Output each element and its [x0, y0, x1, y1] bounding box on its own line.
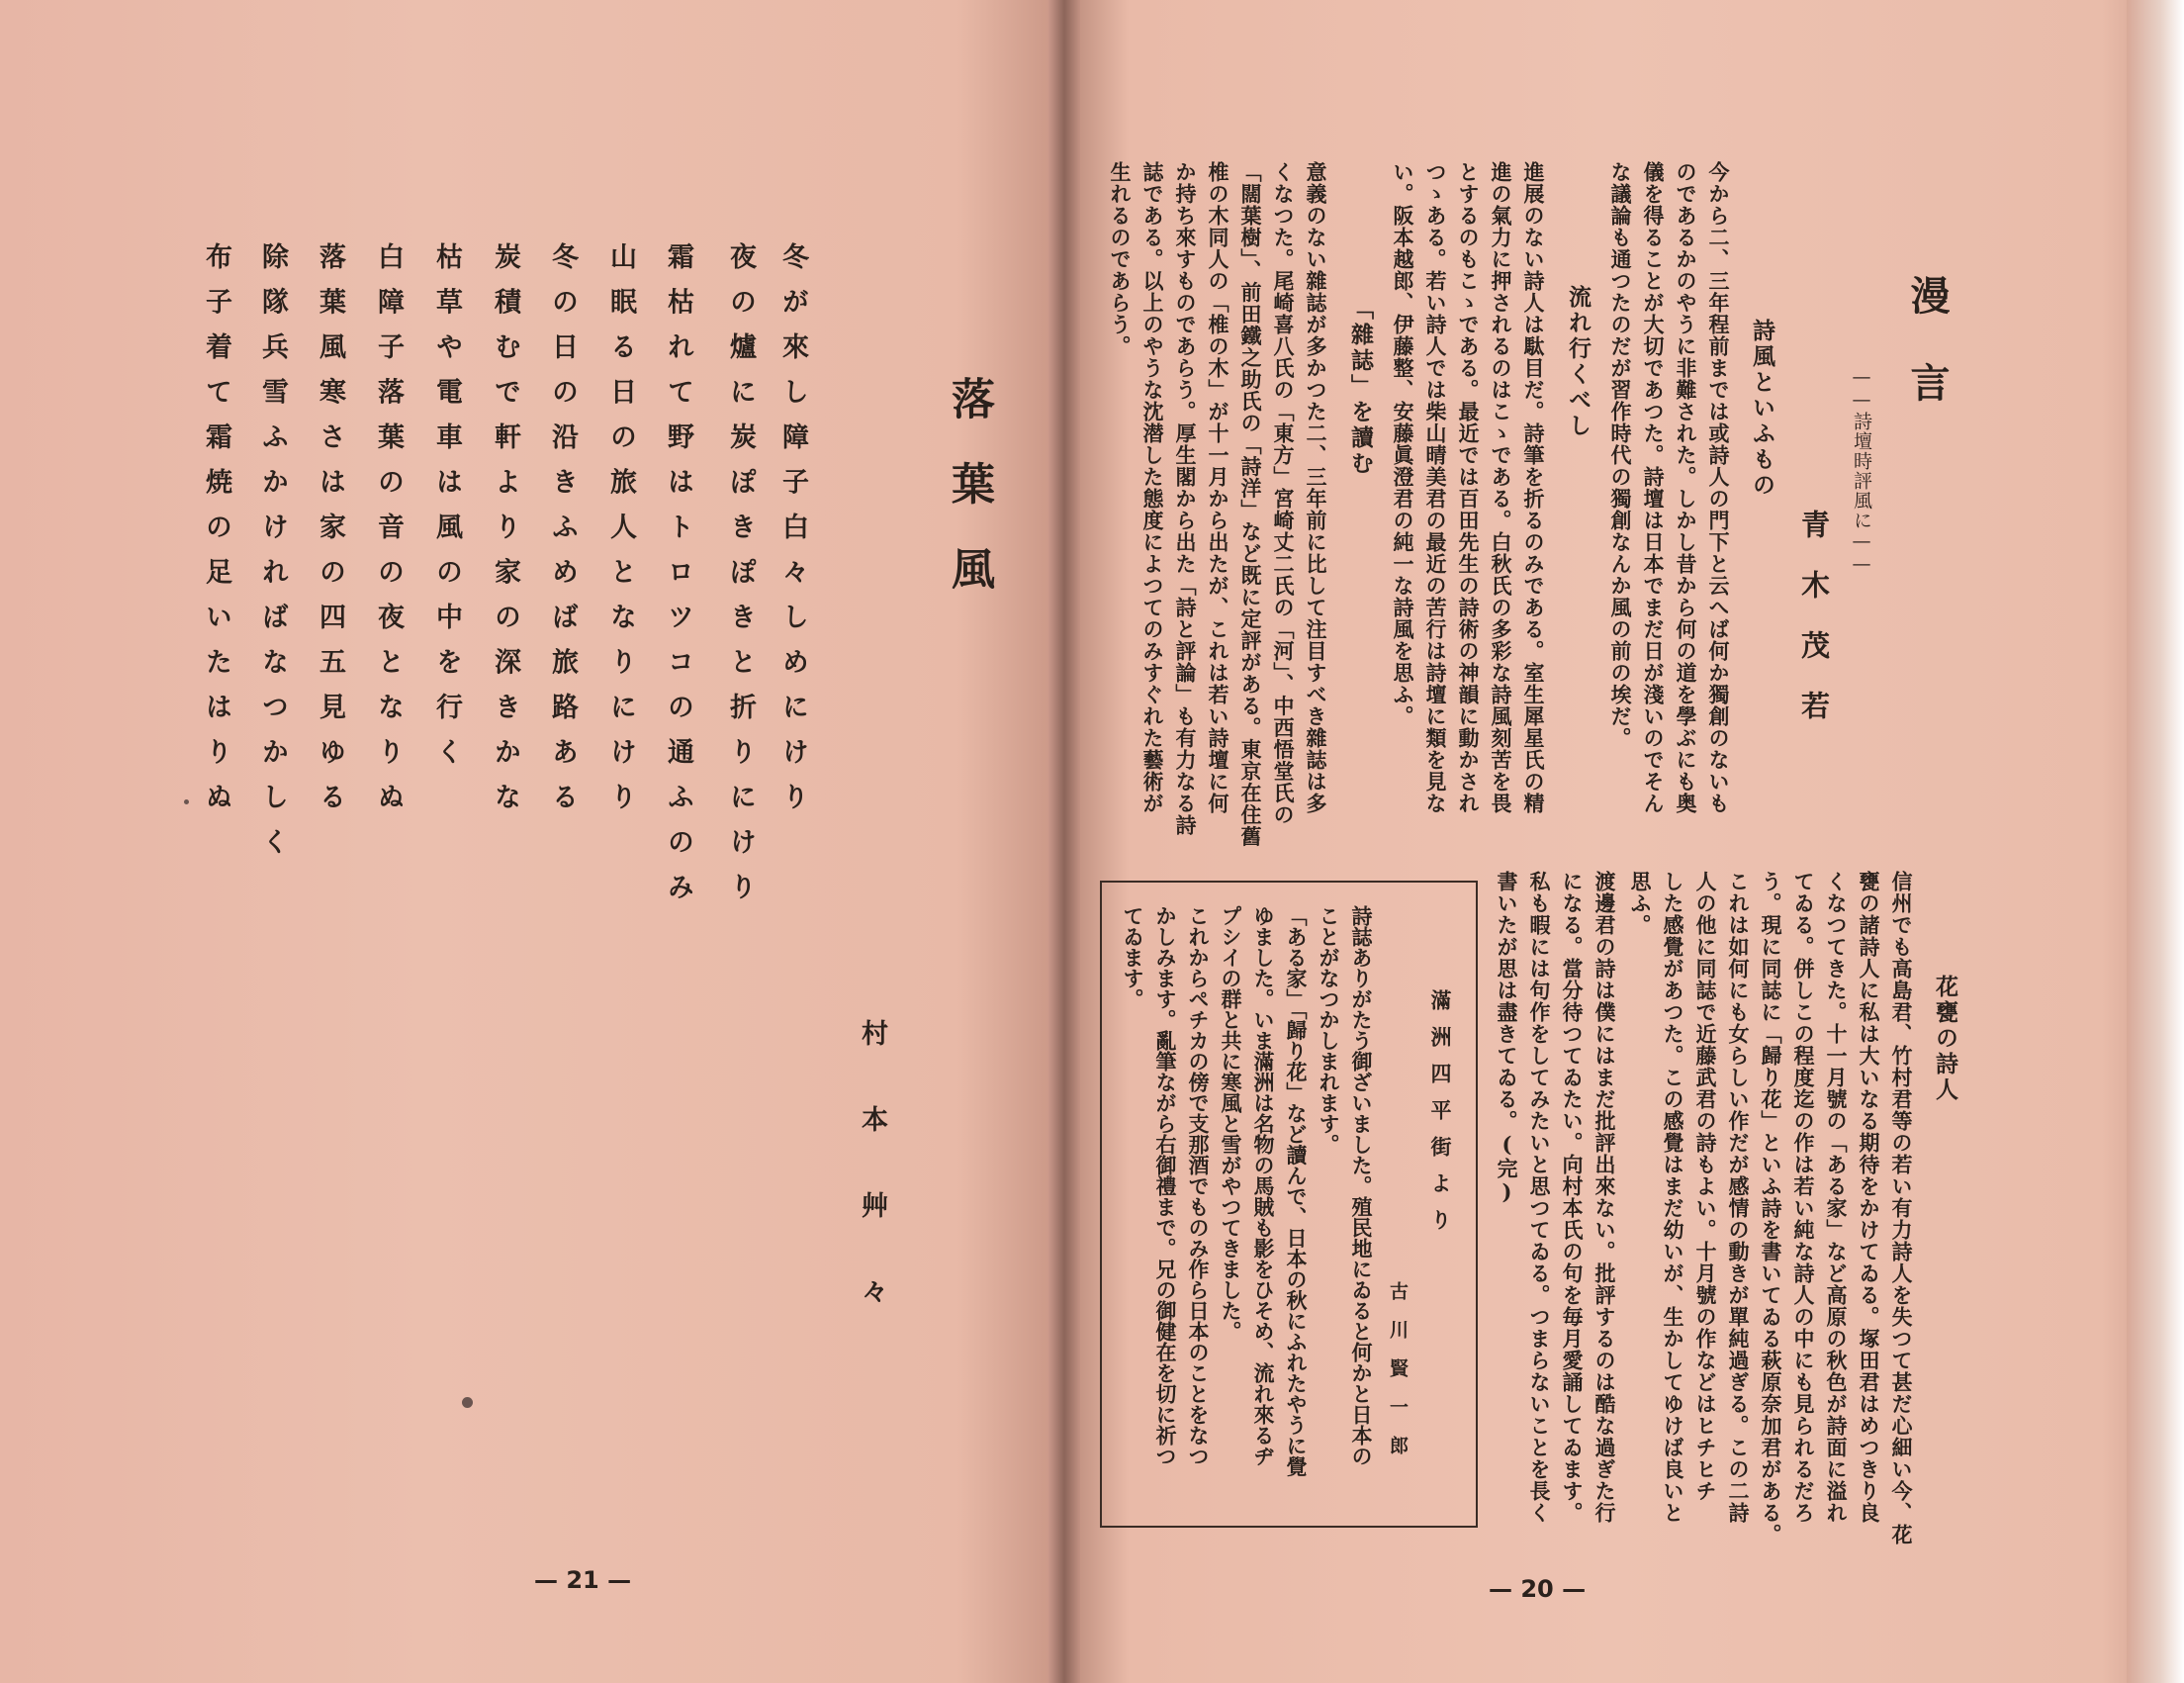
body-line: 意義のない雜誌が多かつた二、三年前に比して注目すべき雜誌は多 [1304, 161, 1328, 814]
poem-line: 枯草や電車は風の中を行く [431, 242, 462, 783]
body-line: 生れるのであらう。 [1108, 161, 1133, 357]
body-line: くなつてきた。十一月號の「ある家」など高原の秋色が詩面に溢れ [1824, 871, 1849, 1524]
letter-line: これからペチカの傍で支那酒でものみ作ら日本のことをなつ [1186, 905, 1211, 1466]
letter-line: かしみます。亂筆ながら右御禮まで。兄の御健在を切に祈つ [1153, 905, 1178, 1466]
section-heading: 花甕の詩人 [1932, 975, 1958, 1103]
letter-line: プシイの群と共に寒風と雪がやつてきました。 [1219, 905, 1243, 1342]
letter-line: ことがなつかしまれます。 [1317, 905, 1341, 1155]
letter-line: 詩誌ありがたう御ざいました。殖民地にゐると何かと日本の [1349, 905, 1374, 1466]
poem-line: 除隊兵雪ふかければなつかしく [257, 242, 288, 873]
body-line: 人の他に同誌で近藤武君の詩もよい。十月號の作などはヒチヒチ [1693, 871, 1718, 1502]
letter-line: ゆました。いま滿洲は名物の馬賊も影をひそめ、流れ來るヂ [1251, 905, 1276, 1466]
poem-line: 冬の日の沿きふめば旅路ある [547, 242, 578, 828]
body-line: くなつた。尾崎喜八氏の「東方」宮崎丈二氏の「河」、中西悟堂氏の [1271, 161, 1296, 826]
essay-subtitle: ——詩壇時評風に—— [1851, 366, 1872, 576]
essay-title: 漫言 [1904, 275, 1951, 449]
letter-author: 古川賢一郎 [1387, 1281, 1409, 1474]
page-number-right: — 20 — [1489, 1575, 1587, 1603]
body-line: か持ち來すものであらう。厚生閣から出た「詩と評論」も有力なる詩 [1173, 161, 1198, 836]
poet-name: 村本艸々 [857, 1019, 887, 1363]
body-line: な議論も通つたのだが習作時代の獨創なんか風の前の埃だ。 [1608, 161, 1633, 749]
ink-spot [184, 799, 189, 804]
body-line: う。現に同誌に「歸り花」といふ詩を書いてゐる萩原奈加君がある。 [1759, 871, 1783, 1545]
poem-line: 落葉風寒さは家の四五見ゆる [315, 242, 345, 828]
poem-title: 落葉風 [944, 376, 994, 631]
body-line: 私も暇には句作をしてみたいと思つてゐる。つまらないことを長く [1527, 871, 1552, 1524]
body-line: 甕の諸詩人に私は大いなる期待をかけてゐる。塚田君はめつきり良 [1857, 871, 1881, 1524]
essay-author: 青木茂若 [1797, 510, 1831, 751]
body-line: 儀を得ることが大切であつた。詩壇は日本でまだ日が淺いのでそん [1641, 161, 1666, 814]
body-line: 椎の木同人の「椎の木」が十一月から出たが、これは若い詩壇に何 [1206, 161, 1230, 814]
body-line: 進の氣力に押されるのはこゝである。白秋氏の多彩な詩風刻苦を畏 [1489, 161, 1513, 814]
section-heading: 流れ行くべし [1565, 285, 1592, 439]
body-line: 信州でも高島君、竹村君等の若い有力詩人を失つて甚だ心細い今、花 [1889, 871, 1914, 1545]
section-heading: 「雜誌」を讀む [1347, 297, 1374, 477]
left-page [0, 0, 1063, 1683]
poem-line: 炭積むで軒より家の深きかな [490, 242, 520, 828]
body-line: 思ふ。 [1628, 871, 1653, 936]
letter-line: てゐます。 [1121, 905, 1145, 1009]
poem-line: 布子着て霜焼の足いたはりぬ [201, 242, 231, 828]
book-gutter [1048, 0, 1080, 1683]
letter-heading: 滿洲四平街より [1428, 989, 1453, 1246]
body-line: つゝある。若い詩人では柴山晴美君の最近の苦行は詩壇に類を見な [1423, 161, 1448, 814]
letter-line: 「ある家」「歸り花」など讀んで、日本の秋にふれたやうに覺 [1284, 905, 1309, 1477]
body-line: のであるかのやうに非難された。しかし昔から何の道を學ぶにも奥 [1674, 161, 1698, 814]
poem-line: 山眠る日の旅人となりにけり [605, 242, 636, 828]
body-line: した感覺があつた。この感覺はまだ幼いが、生かしてゆけば良いと [1661, 871, 1685, 1524]
body-line: 「闊葉樹」、前田鐵之助氏の「詩洋」など既に定評がある。東京在住舊 [1238, 161, 1263, 848]
body-line: てゐる。併しこの程度迄の作は若い純な詩人の中にも見られるだろ [1791, 871, 1816, 1524]
body-line: になる。當分待つてゐたい。向村本氏の句を毎月愛誦してゐます。 [1560, 871, 1585, 1524]
poem-line: 冬が來し障子白々しめにけり [777, 242, 808, 828]
page-edge [2127, 0, 2184, 1683]
poem-line: 夜の爐に炭ぽきぽきと折りにけり [725, 242, 756, 918]
page-number-left: — 21 — [534, 1566, 632, 1594]
body-line: 書いたが思は盡きてゐる。(完) [1495, 871, 1519, 1205]
body-line: い。阪本越郎、伊藤整、安藤眞澄君の純一な詩風を思ふ。 [1391, 161, 1415, 727]
body-line: 渡邊君の詩は僕にはまだ批評出來ない。批評するのは酷な過ぎた行 [1592, 871, 1617, 1524]
poem-line: 白障子落葉の音の夜となりぬ [373, 242, 404, 828]
body-line: とするのもこゝである。最近では百田先生の詩術の神韻に動かされ [1456, 161, 1481, 814]
body-line: 今から二、三年程前までは或詩人の門下と云へば何か獨創のないも [1706, 161, 1731, 814]
body-line: 誌である。以上のやうな沈潜した態度によつてのみすぐれた藝術が [1140, 161, 1165, 814]
body-line: 進展のない詩人は駄目だ。詩筆を折るのみである。室生犀星氏の精 [1521, 161, 1546, 814]
section-heading: 詩風といふもの [1749, 319, 1775, 499]
body-line: これは如何にも女らしい作だが感情の動きが單純過ぎる。この二詩 [1726, 871, 1751, 1524]
ink-spot [462, 1397, 473, 1408]
poem-line: 霜枯れて野はトロツコの通ふのみ [663, 242, 693, 918]
